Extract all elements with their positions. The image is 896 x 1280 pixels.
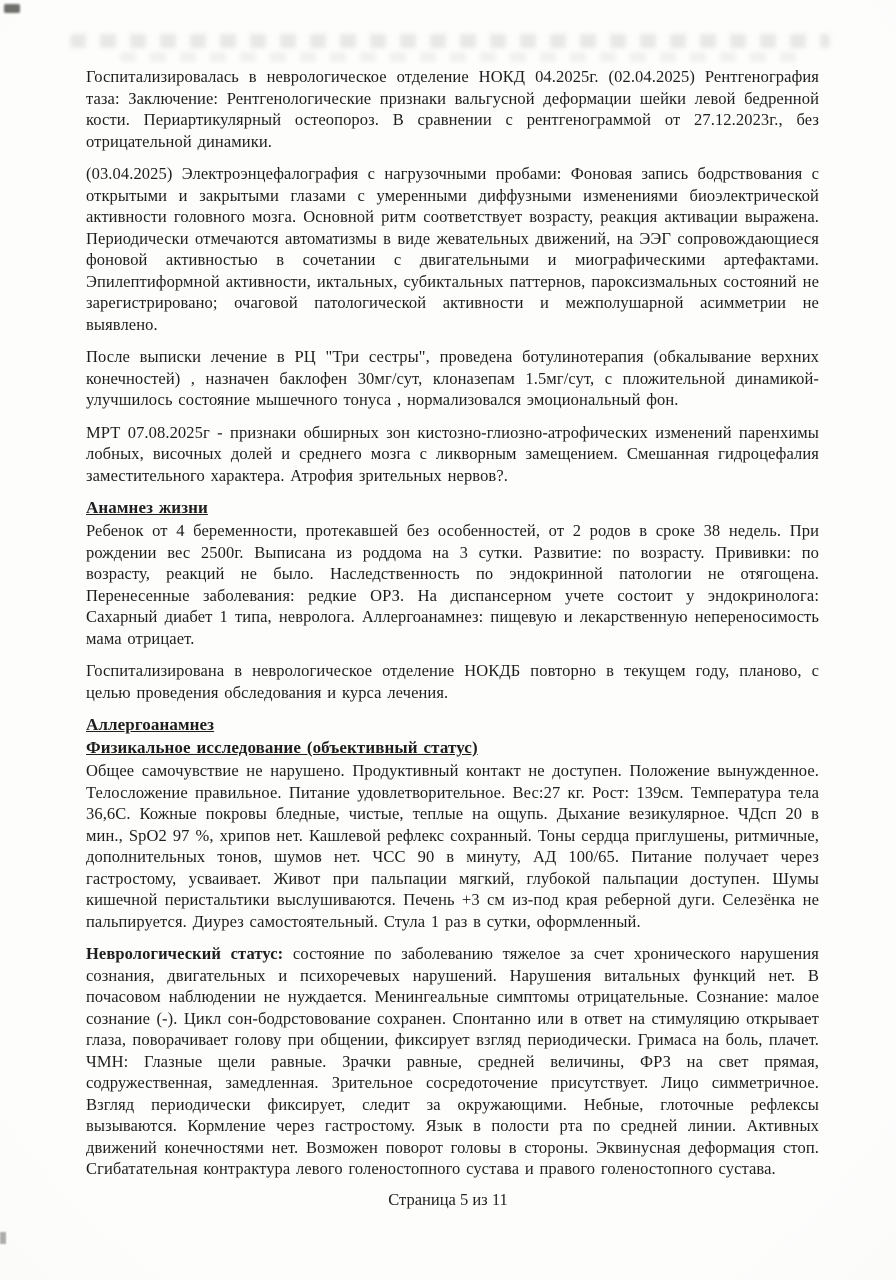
heading-life-anamnesis: Анамнез жизни — [86, 498, 208, 517]
page-number: Страница 5 из 11 — [388, 1190, 508, 1209]
heading-physical-examination: Физикальное исследование (объективный статус) — [86, 738, 478, 757]
paragraph-rehab-botulinotherapy: После выписки лечение в РЦ "Три сестры", проведена ботулинотерапия (обкалывание верхних конечностей) , назначен баклофен 30мг/сут, клоназепам 1.5мг/сут, с пложительной динамикой- улучшилось состояние мышечного тонуса , нормализовался эмоциональный фон. — [86, 347, 819, 409]
paragraph-hospitalization-xray: Госпитализировалась в неврологическое отделение НОКД 04.2025г. (02.04.2025) Рентгенография таза: Заключение: Рентгенологические признаки вальгусной деформации шейки левой бедренной кости. Периартикулярный остеопороз. В сравнении с рентгенограммой от 27.12.2023г., без отрицательной динамики. — [86, 67, 819, 151]
paragraph-physical-status: Общее самочувствие не нарушено. Продуктивный контакт не доступен. Положение вынужденное. Телосложение правильное. Питание удовлетворительное. Вес:27 кг. Рост: 139см. Температура тела 36,6С. Кожные покровы бледные, чистые, теплые на ощупь. Дыхание везикулярное. ЧДсп 20 в мин., SpO2 97 %, хрипов нет. Кашлевой рефлекс сохранный. Тоны сердца приглушены, ритмичные, дополнительных тонов, шумов нет. ЧСС 90 в минуту, АД 100/65. Питание получает через гастростому, усваивает. Живот при пальпации мягкий, глубокой пальпации доступен. Шумы кишечной перистальтики выслушиваются. Печень +3 см из-под края реберной дуги. Селезёнка не пальпируется. Диурез самостоятельный. Стула 1 раз в сутки, оформленный. — [86, 761, 819, 931]
document-body — [86, 66, 819, 1180]
scan-artifact-bleedthrough — [70, 34, 830, 48]
scan-artifact-corner — [4, 4, 20, 13]
paragraph-neurological-status — [86, 943, 819, 1180]
paragraph-mri-findings: МРТ 07.08.2025г - признаки обширных зон кистозно-глиозно-атрофических изменений паренхимы лобных, височных долей и среднего мозга с ликворным замещением. Смешанная гидроцефалия заместительного характера. Атрофия зрительных нервов?. — [86, 422, 819, 485]
neuro-status-text: состояние по заболеванию тяжелое за счет хронического нарушения сознания, двигательных и психоречевых нарушений. Нарушения витальных функций нет. В почасовом наблюдении не нуждается. Менингеальные симптомы отрицательные. Сознание: малое сознание (-). Цикл сон-бодрстовование сохранен. Спонтанно или в ответ на стимуляцию открывает глаза, поворачивает голову при общении, фиксирует взгляд периодически. Гримаса на боль, плачет. ЧМН: Глазные щели равные. Зрачки равные, средней величины, ФРЗ на свет прямая, содружественная, замедленная. Зрительное сосредоточение присутствует. Лицо симметричное. Взгляд периодически фиксирует, следит за окружающими. Небные, глоточные рефлексы вызываются. Кормление через гастростому. Язык в полости рта по средней линии. Активных движений конечностями нет. Возможен поворот головы в стороны. Эквинусная деформация стоп. Сгибатательная контрактура левого голеностопного сустава и правого голеностопного сустава. — [86, 944, 819, 1178]
paragraph-rehospitalization: Госпитализирована в неврологическое отделение НОКДБ повторно в текущем году, планово, с целью проведения обследования и курса лечения. — [86, 661, 819, 702]
neuro-status-label: Неврологический статус: — [86, 944, 284, 963]
paragraph-life-history: Ребенок от 4 беременности, протекавшей без особенностей, от 2 родов в сроке 38 недель. При рождении вес 2500г. Выписана из роддома на 3 сутки. Развитие: по возрасту. Прививки: по возрасту, реакций не было. Наследственность по эндокринной патологии не отягощена. Перенесенные заболевания: редкие ОРЗ. На диспансерном учете состоит у эндокринолога: Сахарный диабет 1 типа, невролога. Аллергоанамнез: пищевую и лекарственную непереносимость мама отрицает. — [86, 521, 819, 648]
paragraph-eeg: (03.04.2025) Электроэнцефалография с нагрузочными пробами: Фоновая запись бодрствования с открытыми и закрытыми глазами с умеренными диффузными изменениями биоэлектрической активности головного мозга. Основной ритм соответствует возрасту, реакция активации выражена. Периодически отмечаются автоматизмы в виде жевательных движений, на ЭЭГ сопровождающиеся фоновой активностью в сочетании с двигательными и миографическими артефактами. Эпилептиформной активности, иктальных, субиктальных паттернов, пароксизмальных состояний не зарегистрировано; очаговой патологической активности и межполушарной асимметрии не выявлено. — [86, 164, 819, 334]
scan-artifact-edge — [0, 1232, 6, 1244]
scan-artifact-bleedthrough — [120, 52, 810, 62]
heading-allergy-anamnesis: Аллергоанамнез — [86, 715, 215, 734]
